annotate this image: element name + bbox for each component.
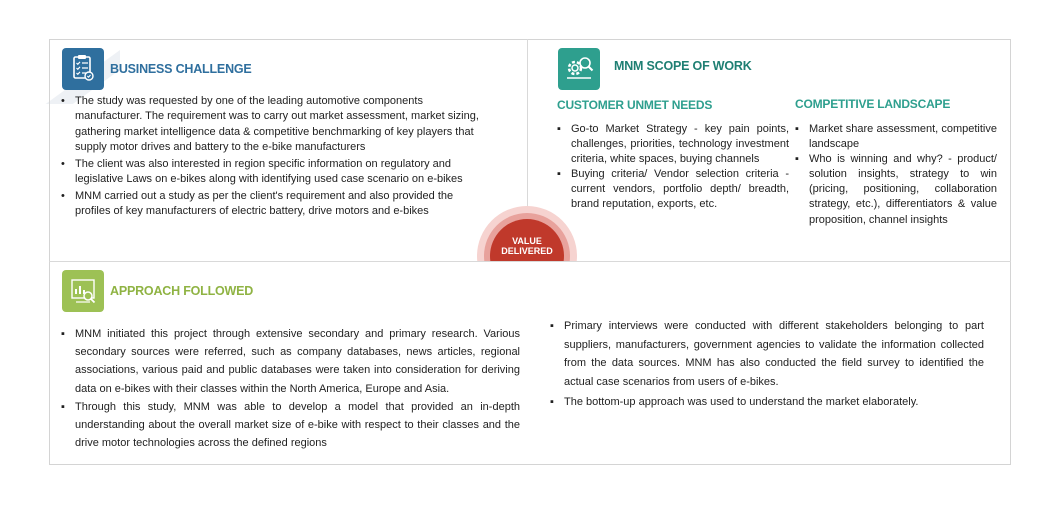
list-item: ▪ Buying criteria/ Vendor selection criteria - current vendors, portfolio depth/ breadth, brand reputation, exports, etc.	[557, 167, 789, 212]
business-challenge-list	[61, 94, 491, 221]
list-item: ▪ Through this study, MNM was able to develop a model that provided an in-depth understanding about the overall market size of e-bike with respect to their classes and the drive motor technologies across the defined regions	[61, 398, 520, 453]
list-item: ▪ The bottom-up approach was used to understand the market elaborately.	[550, 393, 984, 412]
approach-right-list	[550, 317, 984, 414]
value-delivered-label: VALUE DELIVERED	[501, 236, 553, 256]
approach-followed-heading: APPROACH FOLLOWED	[110, 284, 254, 298]
list-item: ▪ Who is winning and why? - product/ solution insights, strategy to win (pricing, positioning, collaboration strategy, etc.), differentiators & value proposition, channel insights	[795, 152, 997, 227]
gear-magnifier-icon	[558, 48, 600, 90]
chart-magnifier-icon	[62, 270, 104, 312]
competitive-landscape-list	[795, 122, 997, 228]
customer-unmet-needs-heading: CUSTOMER UNMET NEEDS	[557, 98, 713, 112]
approach-left-list	[61, 325, 520, 452]
list-item: ▪ Primary interviews were conducted with different stakeholders belonging to part suppliers, manufacturers, government agencies to validate the information collected from the data sources. MNM has also conducted the field survey to identified the actual case scenarios from users of e-bikes.	[550, 317, 984, 391]
business-challenge-heading: BUSINESS CHALLENGE	[110, 62, 252, 76]
list-item: ▪ MNM initiated this project through extensive secondary and primary research. Various secondary sources were referred, such as company databases, news articles, regional associations, various paid and public databases were taken into consideration for deriving data on e-bikes with their classes within the North America, Europe and Asia.	[61, 325, 520, 398]
competitive-landscape-heading: COMPETITIVE LANDSCAPE	[795, 97, 951, 111]
list-item: • MNM carried out a study as per the client's requirement and also provided the profiles of key manufacturers of electric battery, drive motors and e-bikes	[61, 189, 491, 220]
list-item: • The client was also interested in region specific information on regulatory and legislative Laws on e-bikes along with identifying used case scenario on e-bikes	[61, 157, 491, 188]
list-item: ▪ Market share assessment, competitive landscape	[795, 122, 997, 152]
customer-unmet-needs-list	[557, 122, 789, 213]
list-item: • The study was requested by one of the leading automotive components manufacturer. The requirement was to carry out market assessment, market sizing, gathering market intelligence data & competitive benchmarking of key players that supply motor drives and battery to the e-bike manufacturers	[61, 94, 491, 155]
checklist-icon	[62, 48, 104, 90]
horizontal-divider	[49, 261, 1011, 262]
list-item: ▪ Go-to Market Strategy - key pain points, challenges, priorities, technology investment criteria, white spaces, buying channels	[557, 122, 789, 167]
scope-of-work-heading: MNM SCOPE OF WORK	[614, 59, 752, 73]
